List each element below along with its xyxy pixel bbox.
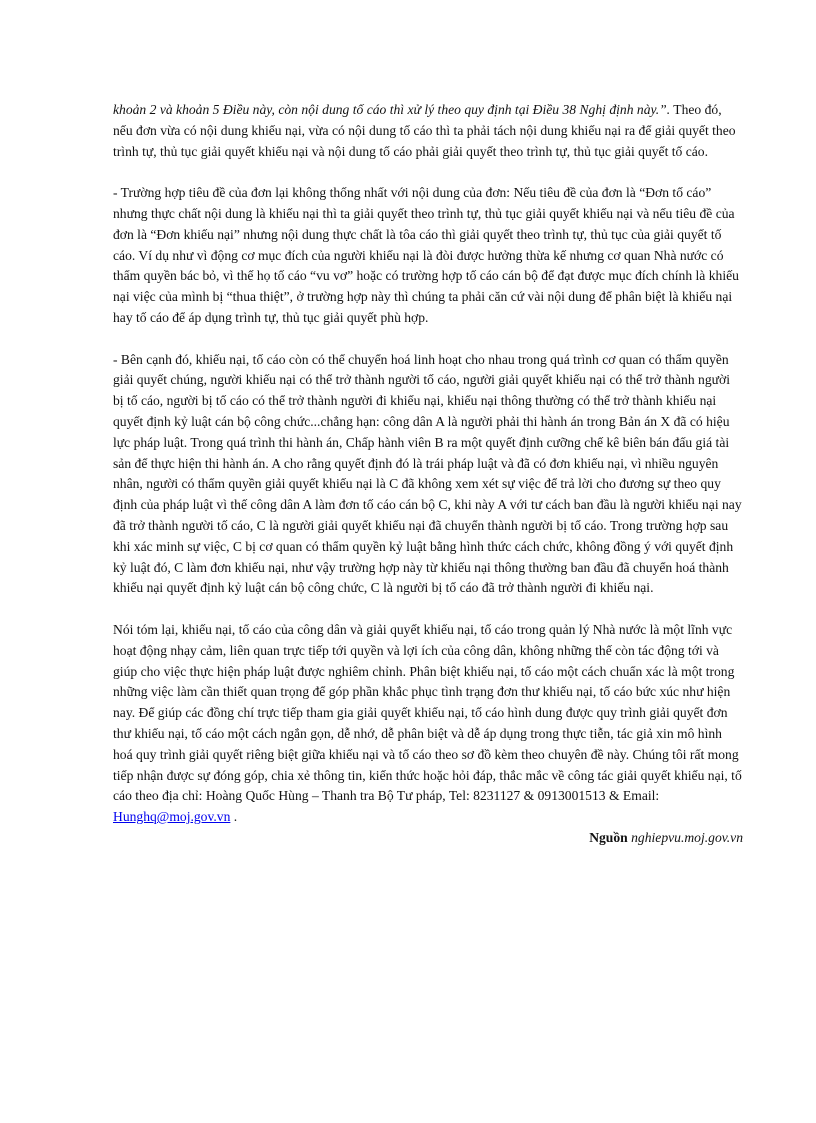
paragraph-1 [113,100,743,162]
email-link[interactable]: Hunghq@moj.gov.vn [113,809,231,825]
quoted-regulation-text: khoản 2 và khoản 5 Điều này, còn nội dung tố cáo thì xử lý theo quy định tại Điều 38 Nghị định này.”. [113,102,671,117]
paragraph-4-text: Nói tóm lại, khiếu nại, tố cáo của công dân và giải quyết khiếu nại, tố cáo trong quản lý Nhà nước là một lĩnh vực hoạt động nhạy cảm, liên quan trực tiếp tới quyền và lợi ích của công dân, không những thế còn tác động tới và giúp cho việc thực hiện pháp luật được nghiêm chỉnh. Phân biệt khiếu nại, tố cáo một cách chuẩn xác là một trong những việc làm cần thiết quan trọng để góp phần khắc phục tình trạng đơn thư khiếu nại, tố cáo bức xúc như hiện nay. Để giúp các đồng chí trực tiếp tham gia giải quyết khiếu nại, tố cáo hình dung được quy trình giải quyết đơn thư khiếu nại, tố cáo một cách ngắn gọn, dễ nhớ, dễ phân biệt và dễ áp dụng trong thực tiễn, tác giả xin mô hình hoá quy trình giải quyết riêng biệt giữa khiếu nại và tố cáo theo sơ đồ kèm theo chuyên đề này. Chúng tôi rất mong tiếp nhận được sự đóng góp, chia xẻ thông tin, kiến thức hoặc hỏi đáp, thắc mắc về công tác giải quyết khiếu nại, tố cáo theo địa chỉ: Hoàng Quốc Hùng – Thanh tra Bộ Tư pháp, Tel: 8231127 & 0913001513 & Email: [113,621,742,804]
document-body [113,100,743,849]
source-site: nghiepvu.moj.gov.vn [631,829,743,845]
paragraph-4 [113,620,743,828]
paragraph-2: - Trường hợp tiêu đề của đơn lại không thống nhất với nội dung của đơn: Nếu tiêu đề của đơn là “Đơn tố cáo” nhưng thực chất nội dung là khiếu nại thì ta giải quyết theo trình tự, thủ tục giải quyết khiếu nại và nếu tiêu đề của đơn là “Đơn khiếu nại” nhưng nội dung thực chất là tôa cáo thì giải quyết theo trình tự, thủ tục của giải quyết tố cáo. Ví dụ như vì động cơ mục đích của người khiếu nại là đòi được hưởng thừa kế nhưng cơ quan Nhà nước có thẩm quyền bác bỏ, vì thế họ tố cáo “vu vơ” hoặc có trường hợp tố cáo cán bộ để đạt được mục đích chính là khiếu nại việc của mình bị “thua thiệt”, ở trường hợp này thì chúng ta phải căn cứ vài nội dung để phân biệt là khiếu nại hay tố cáo để áp dụng trình tự, thủ tục giải quyết phù hợp. [113,185,739,325]
source-line [113,828,743,849]
source-label: Nguồn [589,829,628,845]
paragraph-4-end: . [230,809,238,825]
paragraph-1-text: Theo đó, nếu đơn vừa có nội dung khiếu nại, vừa có nội dung tố cáo thì ta phải tách nội dung khiếu nại ra để giải quyết theo trình tự, thủ tục giải quyết khiếu nại và nội dung tố cáo phải giải quyết theo trình tự, thủ tục giải quyết tố cáo. [113,102,736,159]
paragraph-3: - Bên cạnh đó, khiếu nại, tố cáo còn có thể chuyển hoá linh hoạt cho nhau trong quá trình cơ quan có thẩm quyền giải quyết chúng, người khiếu nại có thể trở thành người tố cáo, người giải quyết khiếu nại có thể trở thành người bị tố cáo, người bị tố cáo có thể trở thành người đi khiếu nại, khiếu nại thông thường có thể trở thành khiếu nại quyết định kỷ luật cán bộ công chức...chẳng hạn: công dân A là người phải thi hành án trong Bản án X đã có hiệu lực pháp luật. Trong quá trình thi hành án, Chấp hành viên B ra một quyết định cưỡng chế kê biên bán đấu giá tài sản để thực hiện thi hành án. A cho rằng quyết định đó là trái pháp luật và đã có đơn khiếu nại, vì nhiều nguyên nhân, người có thẩm quyền giải quyết khiếu nại là C đã không xem xét sự việc để trả lời cho đương sự theo quy định của pháp luật vì thế công dân A làm đơn tố cáo cán bộ C, khi này A với tư cách ban đầu là người khiếu nại nay đã trở thành người tố cáo, C là người giải quyết khiếu nại đã chuyển thành người bị tố cáo. Trong trường hợp sau khi xác minh sự việc, C bị cơ quan có thẩm quyền kỷ luật bằng hình thức cách chức, không đồng ý với quyết định kỷ luật đó, C làm đơn khiếu nại, như vậy trường hợp này từ khiếu nại thông thường ban đầu đã chuyển hoá thành khiếu nại quyết định kỷ luật cán bộ công chức, C là người bị tố cáo đã trở thành người đi khiếu nại. [113,351,742,596]
